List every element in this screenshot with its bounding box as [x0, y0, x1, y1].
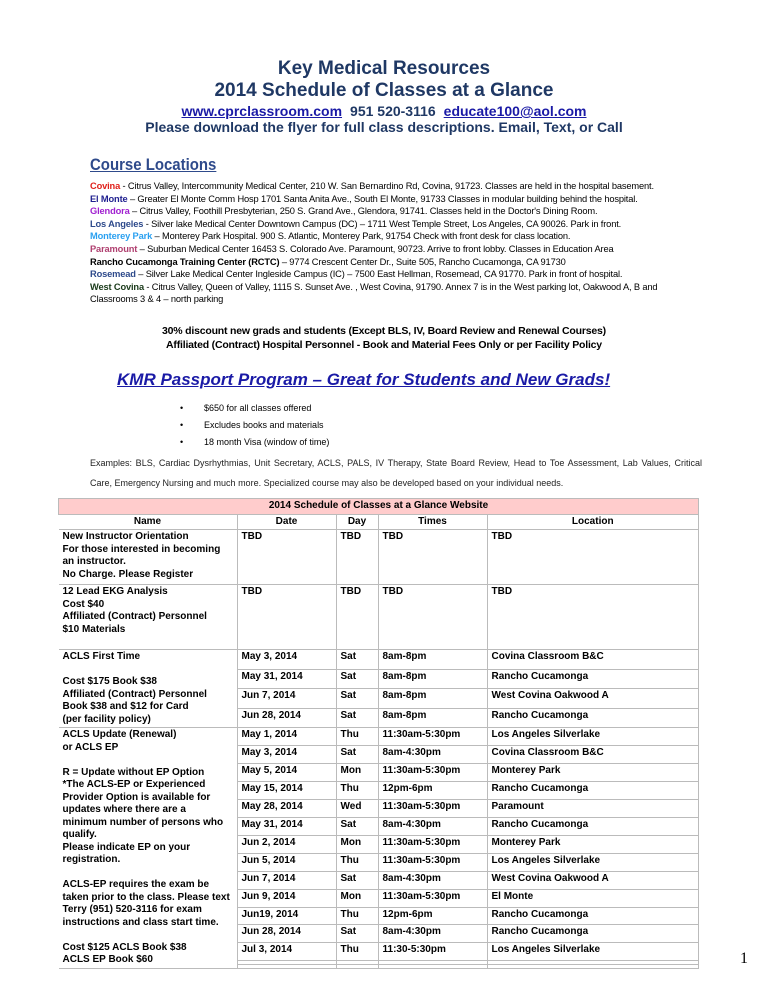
session-date: Jun 28, 2014	[237, 925, 336, 943]
contact-line	[0, 103, 768, 119]
location-name: Monterey Park	[90, 231, 153, 242]
session-location: Rancho Cucamonga	[487, 925, 699, 943]
course-locations-heading: Course Locations	[90, 155, 217, 174]
session-date: Jun 7, 2014	[237, 689, 336, 709]
location-item	[90, 256, 700, 269]
session-time: 8am-4:30pm	[378, 925, 487, 943]
session-location: Covina Classroom B&C	[487, 650, 699, 670]
class-name-line: No Charge. Please Register	[62, 568, 194, 580]
session-day: Mon	[336, 763, 378, 781]
session-time: 11:30am-5:30pm	[378, 799, 487, 817]
location-name: Los Angeles	[90, 218, 144, 229]
location-name: El Monte	[90, 193, 128, 204]
email-link[interactable]: educate100@aol.com	[443, 103, 587, 119]
location-details: – Suburban Medical Center 16453 S. Colorado Ave. Paramount, 90723. Arrive to front lobby. Classes in Education Area	[137, 243, 614, 254]
class-name-line: or ACLS EP	[62, 741, 119, 753]
session-date: Jun19, 2014	[237, 907, 336, 925]
session-location: Monterey Park	[487, 835, 699, 853]
page-number: 1	[740, 950, 748, 967]
session-day: Sat	[336, 925, 378, 943]
location-item	[90, 193, 700, 206]
location-details: - Silver lake Medical Center Downtown Campus (DC) – 1711 West Temple Street, Los Angeles, CA 90026. Park in front.	[143, 218, 622, 229]
session-date: Jun 9, 2014	[237, 889, 336, 907]
location-name: Glendora	[90, 206, 130, 217]
session-date: Jul 3, 2014	[237, 943, 336, 961]
class-name-cell	[59, 530, 238, 585]
session-day: Sat	[336, 745, 378, 763]
session-time: 11:30-5:30pm	[378, 943, 487, 961]
class-name-line: ACLS First Time	[62, 651, 141, 662]
location-item	[90, 268, 700, 281]
flyer-note: Please download the flyer for full class descriptions. Email, Text, or Call	[145, 119, 623, 135]
bullet-item: • 18 month Visa (window of time)	[180, 434, 329, 451]
class-name-line	[63, 867, 233, 880]
location-name: Covina	[90, 181, 121, 191]
column-header-day: Day	[336, 514, 378, 530]
session-date: May 3, 2014	[237, 650, 336, 670]
passport-examples: Examples: BLS, Cardiac Dysrhythmias, Unit Secretary, ACLS, PALS, IV Therapy, State Board Review, Head to Toe Assessment, Lab Values, Critical Care, Emergency Nursing and much more. Specialized course may also be developed based on your individual needs.	[90, 458, 702, 488]
session-time	[378, 964, 487, 968]
class-name-line: Cost $175 Book $38	[62, 676, 157, 687]
passport-heading: KMR Passport Program – Great for Students and New Grads!	[117, 370, 611, 389]
session-day: Wed	[336, 799, 378, 817]
session-day: Thu	[336, 907, 378, 925]
class-name-cell	[59, 585, 238, 650]
session-day: Sat	[336, 708, 378, 728]
session-day: Thu	[336, 781, 378, 799]
session-location: Rancho Cucamonga	[487, 708, 699, 728]
locations-list	[90, 180, 700, 306]
website-link[interactable]: www.cprclassroom.com	[181, 103, 343, 119]
class-name-line: Affiliated (Contract) Personnel	[62, 611, 207, 622]
class-name-cell	[59, 728, 238, 969]
session-day: Thu	[336, 728, 378, 746]
table-caption: 2014 Schedule of Classes at a Glance Website	[59, 499, 699, 515]
passport-bullets	[180, 400, 329, 451]
class-name-line: ACLS EP Book $60	[62, 954, 153, 965]
session-location: Los Angeles Silverlake	[487, 853, 699, 871]
location-details: – Monterey Park Hospital. 900 S. Atlantic, Monterey Park, 91754 Check with front desk for class location.	[152, 231, 571, 242]
session-time: TBD	[378, 530, 487, 585]
session-location: Rancho Cucamonga	[487, 781, 699, 799]
column-header-date: Date	[237, 514, 336, 530]
session-location: TBD	[487, 585, 699, 650]
session-date: Jun 28, 2014	[237, 708, 336, 728]
session-day: Sat	[336, 689, 378, 709]
session-day: Sat	[336, 871, 378, 889]
class-name-line: ACLS Update (Renewal)	[62, 729, 177, 740]
location-name: Paramount	[90, 243, 138, 254]
location-details: - Citrus Valley, Intercommunity Medical Center, 210 W. San Bernardino Rd, Covina, 91723. Classes are held in the hospital basement.	[120, 181, 654, 191]
document-subtitle: 2014 Schedule of Classes at a Glance	[214, 80, 554, 101]
session-date: Jun 2, 2014	[237, 835, 336, 853]
session-time: 8am-4:30pm	[378, 817, 487, 835]
session-location	[487, 964, 699, 968]
class-name-line	[63, 664, 233, 677]
location-details: – 9774 Crescent Center Dr., Suite 505, Rancho Cucamonga, CA 91730	[279, 256, 566, 267]
column-header-times: Times	[378, 514, 487, 530]
session-location: Los Angeles Silverlake	[487, 943, 699, 961]
table-row	[59, 650, 699, 670]
phone-number: 951 520-3116	[350, 103, 436, 119]
location-item	[90, 218, 700, 231]
session-day: TBD	[336, 530, 378, 585]
session-time: 8am-4:30pm	[378, 745, 487, 763]
session-time: 8am-8pm	[378, 669, 487, 689]
class-name-line	[63, 754, 233, 767]
session-time: 11:30am-5:30pm	[378, 853, 487, 871]
class-name-line: R = Update without EP Option	[62, 766, 205, 778]
location-item	[90, 230, 700, 243]
class-name-line: *The ACLS-EP or Experienced Provider Option is available for updates where there are a minimum number of persons who qualify.	[62, 779, 224, 840]
session-date: May 28, 2014	[237, 799, 336, 817]
session-day: Sat	[336, 650, 378, 670]
session-time: 12pm-6pm	[378, 907, 487, 925]
bullet-item: • Excludes books and materials	[180, 417, 329, 434]
session-location: El Monte	[487, 889, 699, 907]
session-date: May 31, 2014	[237, 817, 336, 835]
session-date: May 15, 2014	[237, 781, 336, 799]
session-day: TBD	[336, 585, 378, 650]
class-name-line: ACLS-EP requires the exam be taken prior to the class. Please text Terry (951) 520-3116 for exam instructions and class start time.	[62, 879, 230, 928]
session-date: May 3, 2014	[237, 745, 336, 763]
discount-line-2: Affiliated (Contract) Hospital Personnel - Book and Material Fees Only or per Facility Policy	[166, 339, 602, 351]
location-name: West Covina	[90, 281, 144, 292]
discount-notice	[0, 324, 768, 352]
location-details: – Citrus Valley, Foothill Presbyterian, 250 S. Grand Ave., Glendora, 91741. Classes held in the Doctor's Dining Room.	[129, 206, 598, 217]
session-day: Sat	[336, 669, 378, 689]
session-location: TBD	[487, 530, 699, 585]
bullet-item: • $650 for all classes offered	[180, 400, 329, 417]
session-day: Thu	[336, 943, 378, 961]
location-item	[90, 180, 700, 193]
location-item	[90, 281, 700, 306]
session-location: Rancho Cucamonga	[487, 669, 699, 689]
session-time: TBD	[378, 585, 487, 650]
discount-line-1: 30% discount new grads and students (Except BLS, IV, Board Review and Renewal Courses)	[162, 325, 606, 337]
location-details: – Silver Lake Medical Center Ingleside Campus (IC) – 7500 East Hellman, Rosemead, CA 91770. Park in front of hospital.	[135, 269, 623, 280]
session-date: TBD	[237, 530, 336, 585]
class-name-line: Please indicate EP on your registration.	[62, 841, 191, 865]
session-location: Rancho Cucamonga	[487, 817, 699, 835]
location-name: Rosemead	[90, 269, 136, 280]
table-row	[59, 728, 699, 746]
session-location: Monterey Park	[487, 763, 699, 781]
class-name-line: New Instructor Orientation	[62, 531, 189, 542]
class-name-line: Affiliated (Contract) Personnel	[62, 688, 207, 700]
schedule-table	[58, 498, 699, 969]
table-row	[59, 530, 699, 585]
session-day: Mon	[336, 889, 378, 907]
session-day: Mon	[336, 835, 378, 853]
class-name-line	[63, 929, 233, 942]
session-day: Sat	[336, 817, 378, 835]
class-name-line: $10 Materials	[62, 623, 126, 635]
session-time: 12pm-6pm	[378, 781, 487, 799]
session-day	[336, 964, 378, 968]
session-date: May 31, 2014	[237, 669, 336, 689]
class-name-line: 12 Lead EKG Analysis	[62, 586, 168, 597]
location-item	[90, 205, 700, 218]
session-day: Thu	[336, 853, 378, 871]
session-date: Jun 5, 2014	[237, 853, 336, 871]
session-time: 8am-8pm	[378, 689, 487, 709]
session-location: Paramount	[487, 799, 699, 817]
table-row	[59, 585, 699, 650]
column-header-location: Location	[487, 514, 699, 530]
document-title: Key Medical Resources	[277, 58, 491, 79]
session-location: Los Angeles Silverlake	[487, 728, 699, 746]
class-name-line: Cost $125 ACLS Book $38	[62, 941, 187, 953]
session-date: Jun 7, 2014	[237, 871, 336, 889]
location-details: – Greater El Monte Comm Hosp 1701 Santa Anita Ave., South El Monte, 91733 Classes in modular building behind the hospital.	[127, 193, 638, 204]
location-details: - Citrus Valley, Queen of Valley, 1115 S. Sunset Ave. , West Covina, 91790. Annex 7 is in the West parking lot, Oakwood A, B and Classrooms 3 & 4 – north parking	[90, 281, 658, 305]
session-time: 11:30am-5:30pm	[378, 889, 487, 907]
session-date: May 5, 2014	[237, 763, 336, 781]
session-date: May 1, 2014	[237, 728, 336, 746]
class-name-cell	[59, 650, 238, 728]
session-time: 11:30am-5:30pm	[378, 835, 487, 853]
class-name-line: For those interested in becoming an instructor.	[62, 543, 221, 567]
session-time: 11:30am-5:30pm	[378, 728, 487, 746]
session-time: 8am-8pm	[378, 708, 487, 728]
session-location: West Covina Oakwood A	[487, 871, 699, 889]
location-item	[90, 243, 700, 256]
column-header-name: Name	[59, 514, 238, 530]
session-date	[237, 964, 336, 968]
class-name-line: Cost $40	[62, 598, 105, 610]
class-name-line: (per facility policy)	[62, 713, 151, 725]
session-time: 8am-8pm	[378, 650, 487, 670]
session-location: West Covina Oakwood A	[487, 689, 699, 709]
session-time: 8am-4:30pm	[378, 871, 487, 889]
session-location: Covina Classroom B&C	[487, 745, 699, 763]
class-name-line: Book $38 and $12 for Card	[62, 701, 189, 712]
session-time: 11:30am-5:30pm	[378, 763, 487, 781]
location-name: Rancho Cucamonga Training Center (RCTC)	[90, 256, 280, 267]
session-date: TBD	[237, 585, 336, 650]
session-location: Rancho Cucamonga	[487, 907, 699, 925]
